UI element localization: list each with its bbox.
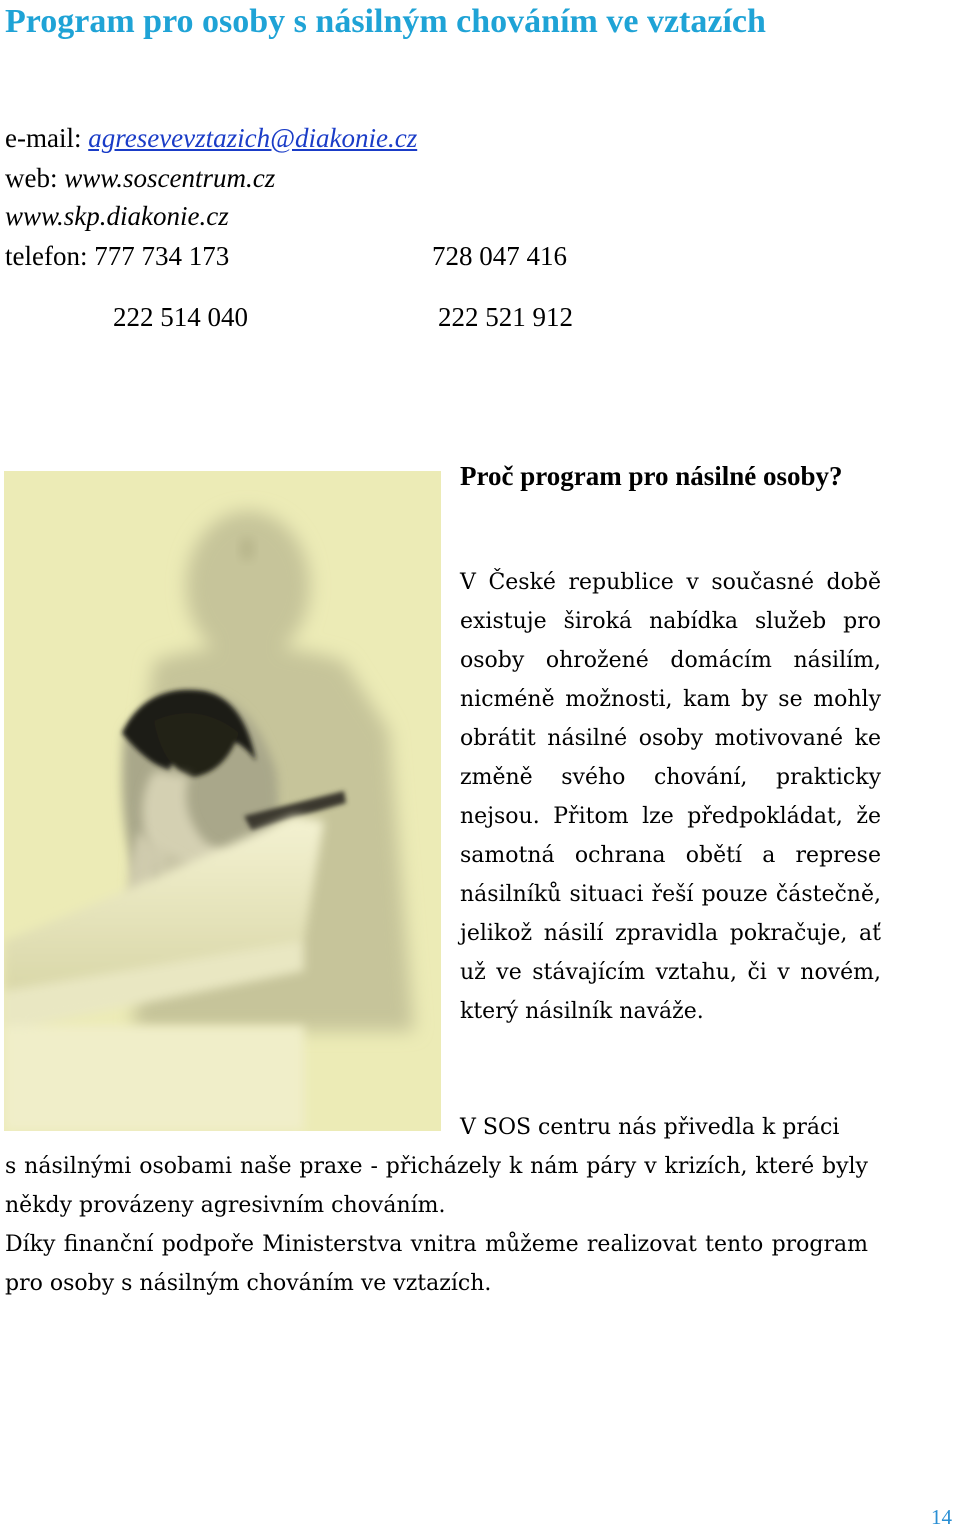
paragraph-funding: Díky finanční podpoře Ministerstva vnitra můžeme realizovat tento program pro osoby s násilným chováním ve vztazích. xyxy=(5,1232,868,1296)
paragraph-sos-line1: V SOS centru nás přivedla k práci xyxy=(460,1115,840,1140)
person-silhouette-photo xyxy=(4,471,441,1131)
phone-number-2: 728 047 416 xyxy=(432,241,567,271)
paragraph-sos-first-line xyxy=(5,1108,868,1147)
paragraph-intro: V České republice v současné době existuje široká nabídka služeb pro osoby ohrožené domácím násilím, nicméně možnosti, kam by se mohly obrátit násilné osoby motivované ke změně svého chování, prakticky nejsou. Přitom lze předpokládat, že samotná ochrana obětí a represe násilníků situaci řeší pouze částečně, jelikož násilí zpravidla pokračuje, ať už ve stávajícím vztahu, či v novém, který násilník naváže. xyxy=(460,570,881,1024)
email-link[interactable]: agresevevztazich@diakonie.cz xyxy=(88,123,418,153)
page-title: Program pro osoby s násilným chováním ve vztazích xyxy=(5,3,766,40)
web-line xyxy=(5,163,275,194)
phone-label: telefon: xyxy=(5,241,95,271)
phone-number-3: 222 514 040 xyxy=(113,302,248,332)
web-link-soscentrum[interactable]: www.soscentrum.cz xyxy=(64,163,276,193)
paragraph-sos-rest: s násilnými osobami naše praxe - přicházely k nám páry v krizích, které byly někdy provázeny agresivním chováním. xyxy=(5,1154,868,1218)
email-line xyxy=(5,123,417,154)
web-line-2 xyxy=(5,201,229,232)
phone-number-4: 222 521 912 xyxy=(438,302,573,332)
page-number: 14 xyxy=(931,1505,952,1529)
phone-number-1: 777 734 173 xyxy=(94,241,230,271)
email-label: e-mail: xyxy=(5,123,89,153)
section-heading: Proč program pro násilné osoby? xyxy=(460,461,843,491)
web-link-skp[interactable]: www.skp.diakonie.cz xyxy=(5,201,229,231)
web-label: web: xyxy=(5,163,65,193)
phone-line xyxy=(5,241,229,272)
